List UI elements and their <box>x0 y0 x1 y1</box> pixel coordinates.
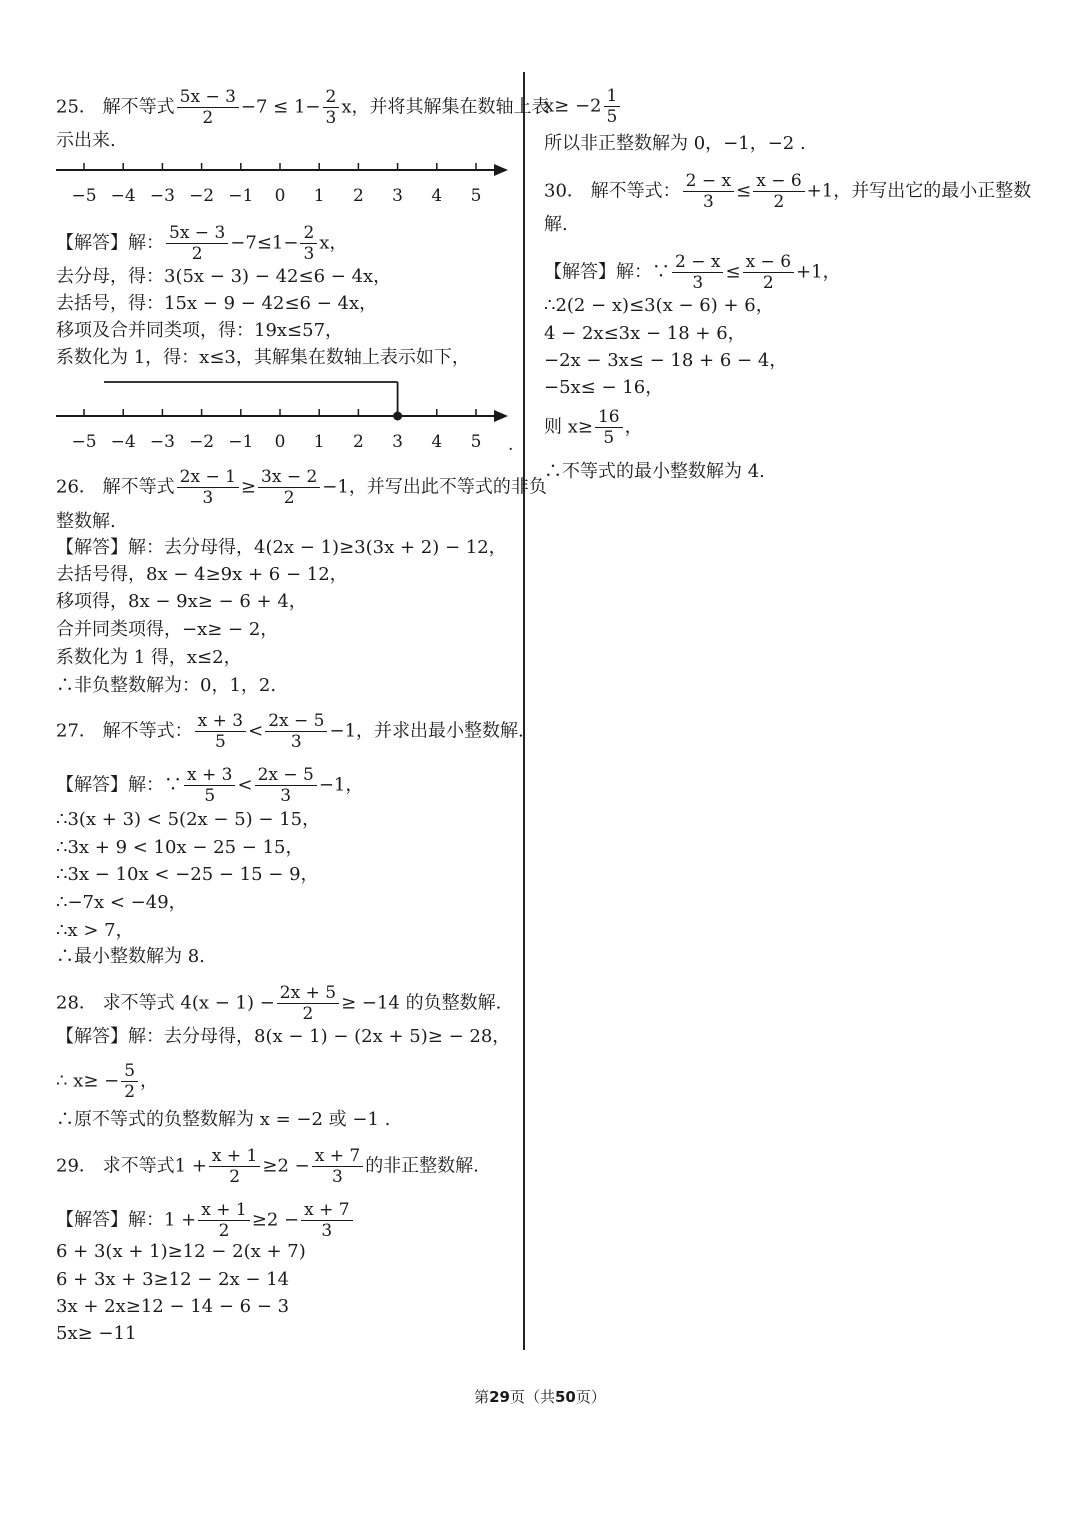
number-line-blank <box>56 162 516 206</box>
problem-30-question: 30． 解不等式： $\frac{2 - x}{3}$ ≤ $\frac{x - 6}{2}$ +1，并写出它的最小正整数 <box>544 171 1032 212</box>
fraction: $\frac{x + 1}{2}$ <box>209 1146 260 1187</box>
solution-step: x≥ −2 $\frac{1}{5}$ <box>544 86 622 127</box>
fraction: $\frac{2x + 5}{2}$ <box>277 983 339 1024</box>
axis-tick-label: 2 <box>352 186 364 206</box>
problem-26-question-line2: 整数解. <box>56 511 116 532</box>
problem-25-question: 25． 解不等式 $\frac{5x - 3}{2}$ −7 ≤ 1− $\frac{2}{3}$ x，并将其解集在数轴上表 <box>56 87 550 128</box>
axis-tick-label: 0 <box>274 186 286 206</box>
fraction: $\frac{2x - 5}{3}$ <box>255 765 317 806</box>
problem-number: 27． <box>56 720 97 742</box>
fraction: $\frac{2 - x}{3}$ <box>672 252 723 293</box>
solution-step: 4 − 2x≤3x − 18 + 6， <box>544 323 746 344</box>
solution-step: 去分母，得：3(5x − 3) − 42≤6 − 4x， <box>56 266 392 287</box>
solution-step: 移项得，8x − 9x≥ − 6 + 4， <box>56 591 307 612</box>
number-line-solution <box>56 376 526 455</box>
fraction: $\frac{x + 3}{5}$ <box>195 711 246 752</box>
axis-tick-label: −3 <box>149 432 175 452</box>
fraction: $\frac{1}{5}$ <box>604 86 621 127</box>
fraction: $\frac{2 - x}{3}$ <box>683 171 734 212</box>
fraction: $\frac{x + 3}{5}$ <box>184 765 235 806</box>
axis-tick-label: 2 <box>352 432 364 452</box>
axis-tick-label: 3 <box>392 186 404 206</box>
solution-step: ∴非负整数解为：0，1，2. <box>56 675 277 696</box>
solution-step: 所以非正整数解为 0，−1，−2 . <box>544 133 806 154</box>
solution-step: 合并同类项得，−x≥ − 2， <box>56 619 279 640</box>
fraction: $\frac{x + 1}{2}$ <box>198 1200 249 1241</box>
solution-step: 5x≥ −11 <box>56 1323 137 1344</box>
solution-step: 3x + 2x≥12 − 14 − 6 − 3 <box>56 1296 290 1317</box>
fraction: $\frac{2x - 1}{3}$ <box>177 467 239 508</box>
solution-step: 去括号得，8x − 4≥9x + 6 − 12， <box>56 564 348 585</box>
axis-tick-label: 0 <box>274 432 286 452</box>
solution-step: 移项及合并同类项，得：19x≤57， <box>56 320 344 341</box>
problem-number: 26． <box>56 476 97 498</box>
problem-27-answer: 【解答】解：∵ $\frac{x + 3}{5}$ < $\frac{2x - 5}{3}$ −1， <box>56 765 364 806</box>
axis-tick-label: −1 <box>228 186 254 206</box>
axis-tick-label: 3 <box>392 432 404 452</box>
trailing-period: . <box>508 435 514 455</box>
problem-27-question: 27． 解不等式： $\frac{x + 3}{5}$ < $\frac{2x - 5}{3}$ −1，并求出最小整数解. <box>56 711 524 752</box>
solution-step: ∴最小整数解为 8. <box>56 946 205 967</box>
fraction: $\frac{3x - 2}{2}$ <box>258 467 320 508</box>
solution-step: 去括号，得：15x − 9 − 42≤6 − 4x， <box>56 293 378 314</box>
answer-tag: 【解答】 <box>56 1026 128 1047</box>
answer-tag: 【解答】 <box>56 1209 128 1231</box>
axis-tick-label: 4 <box>431 432 443 452</box>
current-page-number: 29 <box>489 1388 510 1406</box>
solution-step: 系数化为 1，得：x≤3，其解集在数轴上表示如下， <box>56 347 470 368</box>
axis-tick-label: −2 <box>189 186 215 206</box>
solution-step: ∴2(2 − x)≤3(x − 6) + 6， <box>544 295 774 316</box>
solution-step: ∴3x − 10x < −25 − 15 − 9， <box>56 864 319 885</box>
answer-tag: 【解答】 <box>56 232 128 254</box>
page-footer: 第29页（共50页） <box>474 1388 606 1406</box>
solution-step: 6 + 3x + 3≥12 − 2x − 14 <box>56 1269 290 1290</box>
problem-29-question: 29． 求不等式1 + $\frac{x + 1}{2}$ ≥2 − $\frac{x + 7}{3}$ 的非正整数解. <box>56 1146 479 1187</box>
fraction: $\frac{2x - 5}{3}$ <box>265 711 327 752</box>
problem-28-answer: 【解答】解：去分母得，8(x − 1) − (2x + 5)≥ − 28， <box>56 1026 511 1047</box>
axis-arrow <box>494 164 508 176</box>
fraction: $\frac{x - 6}{2}$ <box>753 171 804 212</box>
solution-step: −5x≤ − 16， <box>544 377 664 398</box>
fraction: $\frac{x + 7}{3}$ <box>312 1146 363 1187</box>
solution-step: 6 + 3(x + 1)≥12 − 2(x + 7) <box>56 1241 306 1262</box>
problem-25-question-line2: 示出来. <box>56 130 116 151</box>
solution-step: ∴3x + 9 < 10x − 25 − 15， <box>56 837 304 858</box>
fraction: $\frac{2}{3}$ <box>323 87 340 128</box>
axis-tick-label: −3 <box>149 186 175 206</box>
axis-tick-label: 5 <box>470 432 482 452</box>
axis-tick-label: −1 <box>228 432 254 452</box>
answer-tag: 【解答】 <box>544 261 616 283</box>
answer-tag: 【解答】 <box>56 537 128 558</box>
fraction: $\frac{16}{5}$ <box>595 407 623 448</box>
solution-step: ∴ x≥ − $\frac{5}{2}$ ， <box>56 1061 159 1102</box>
axis-tick-label: −5 <box>71 186 97 206</box>
problem-25-answer: 【解答】解： $\frac{5x - 3}{2}$ −7≤1− $\frac{2}{3}$ x， <box>56 223 348 264</box>
axis-tick-label: 4 <box>431 186 443 206</box>
problem-number: 30． <box>544 180 585 202</box>
axis-tick-label: −4 <box>110 432 136 452</box>
problem-number: 29． <box>56 1155 97 1177</box>
problem-26-answer: 【解答】解：去分母得，4(2x − 1)≥3(3x + 2) − 12， <box>56 537 507 558</box>
axis-tick-label: 5 <box>470 186 482 206</box>
solution-step: 则 x≥ $\frac{16}{5}$ ， <box>544 407 643 448</box>
axis-arrow <box>494 410 508 422</box>
fraction: $\frac{5x - 3}{2}$ <box>177 87 239 128</box>
problem-number: 25． <box>56 96 97 118</box>
problem-28-question: 28． 求不等式 4(x − 1) − $\frac{2x + 5}{2}$ ≥ −14 的负整数解. <box>56 983 502 1024</box>
solution-step: 系数化为 1 得，x≤2， <box>56 647 242 668</box>
problem-29-answer: 【解答】解：1 + $\frac{x + 1}{2}$ ≥2 − $\frac{x + 7}{3}$ <box>56 1200 355 1241</box>
fraction: $\frac{x + 7}{3}$ <box>301 1200 352 1241</box>
fraction: $\frac{2}{3}$ <box>300 223 317 264</box>
fraction: $\frac{5x - 3}{2}$ <box>166 223 228 264</box>
fraction: $\frac{5}{2}$ <box>121 1061 138 1102</box>
axis-tick-label: −5 <box>71 432 97 452</box>
solid-point <box>393 412 402 421</box>
problem-30-answer: 【解答】解：∵ $\frac{2 - x}{3}$ ≤ $\frac{x - 6}{2}$ +1， <box>544 252 841 293</box>
solution-step: ∴3(x + 3) < 5(2x − 5) − 15， <box>56 809 321 830</box>
solution-step: ∴原不等式的负整数解为 x = −2 或 −1 . <box>56 1109 391 1130</box>
solution-step: ∴−7x < −49， <box>56 892 187 913</box>
fraction: $\frac{x - 6}{2}$ <box>743 252 794 293</box>
solution-step: ∴x > 7， <box>56 920 134 941</box>
axis-tick-label: −2 <box>189 432 215 452</box>
axis-tick-label: 1 <box>313 432 325 452</box>
problem-30-question-line2: 解. <box>544 214 568 235</box>
axis-tick-label: −4 <box>110 186 136 206</box>
solution-step: ∴不等式的最小整数解为 4. <box>544 461 765 482</box>
problem-26-question: 26． 解不等式 $\frac{2x - 1}{3}$ ≥ $\frac{3x - 2}{2}$ −1，并写出此不等式的非负 <box>56 467 547 508</box>
solution-step: −2x − 3x≤ − 18 + 6 − 4， <box>544 350 788 371</box>
problem-number: 28． <box>56 992 97 1014</box>
axis-tick-label: 1 <box>313 186 325 206</box>
total-pages: 50 <box>555 1388 576 1406</box>
answer-tag: 【解答】 <box>56 774 128 796</box>
